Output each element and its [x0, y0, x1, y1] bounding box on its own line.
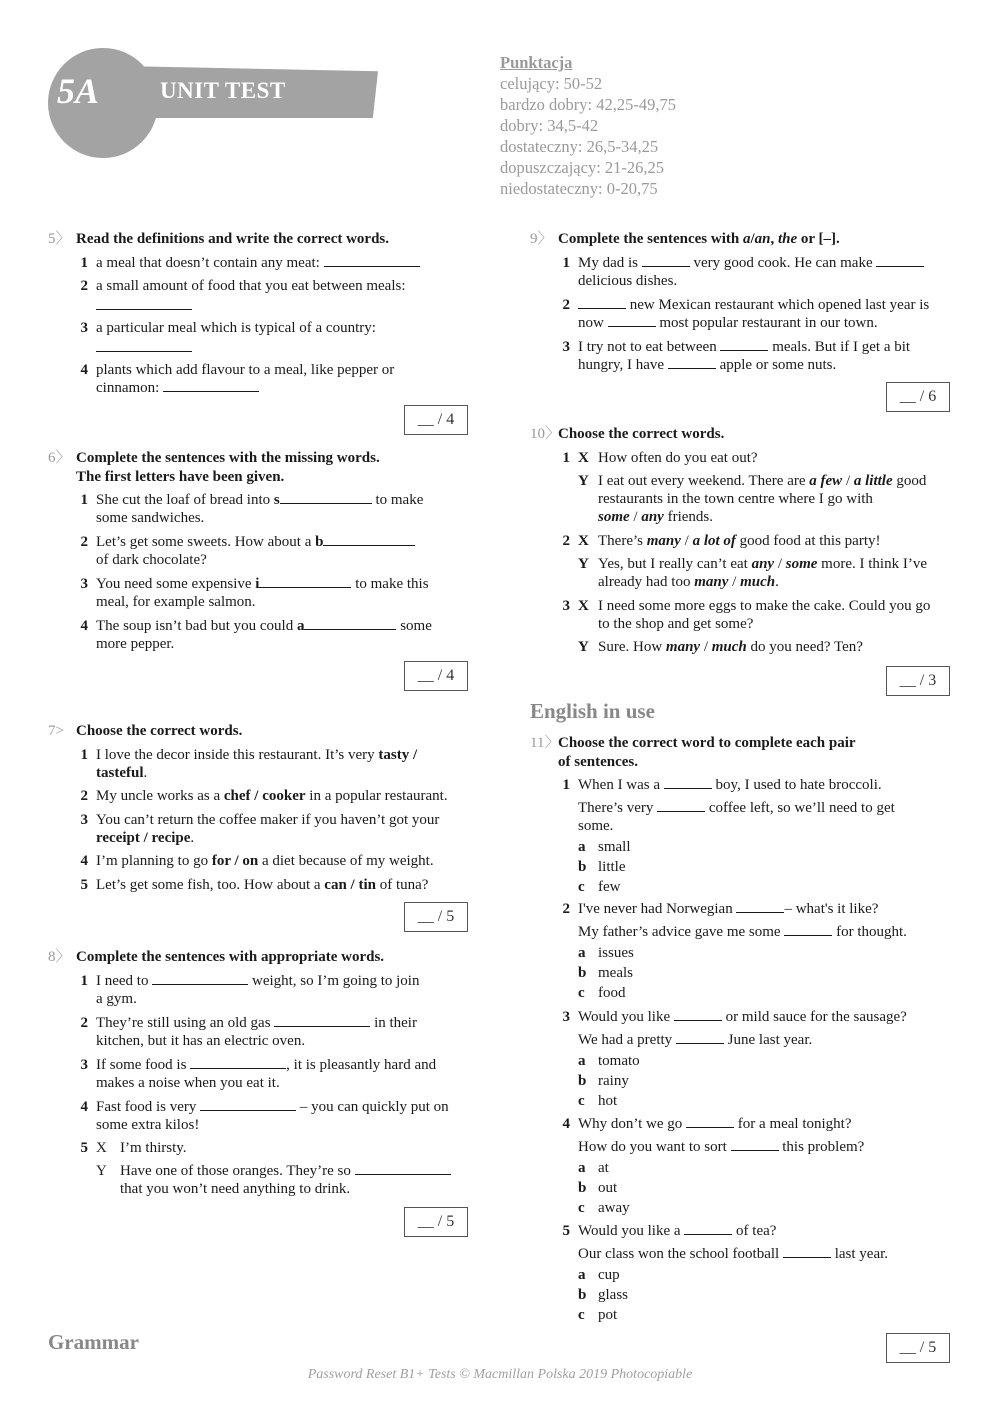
- answer-blank[interactable]: [664, 776, 712, 789]
- score-box: __ / 3: [886, 666, 950, 696]
- exercise-11: 11〉 Choose the correct word to complete each pair of sentences. 1 When I was a boy, I used to hate broccoli. There’s very coffee left, so we’ll need to get some. a small b little c few 2 I've never had Norwegian – what's it like? My father’s advice gave me some for thought. a issues b meals c food 3 Would you like or mild sauce for the sausage? We had a pretty June last year. a tomato b rainy c hot 4 Why don’t we go for a meal tonight? How do you want to sort this problem? a at b out c away 5 Would you like a of tea? Our class won the school football last year. a cup b glass c pot: [530, 734, 960, 1334]
- exercise-9: 9〉 Complete the sentences with a/an, the or [–]. 1 My dad is very good cook. He can make delicious dishes. 2 new Mexican restaurant which opened last year is now most popular restaurant in our town. 3 I try not to eat between meals. But if I get a bit hungry, I have apple or some nuts.: [530, 230, 960, 380]
- answer-option[interactable]: a issues: [578, 945, 634, 961]
- choice-option[interactable]: a lot of: [692, 533, 736, 549]
- answer-blank[interactable]: [720, 338, 768, 351]
- exercise-10: 10〉 Choose the correct words. 1 X How often do you eat out? Y I eat out every weekend. There are a few / a little good restaurants in the town centre where I go with some / any friends. 2 X There’s many / a lot of good food at this party! Y Yes, but I really can’t eat any / some more. I think I’ve already had too many / much. 3 X I need some more eggs to make the cake. Could you go to the shop and get some? Y Sure. How many / much do you need? Ten?: [530, 425, 960, 665]
- answer-option[interactable]: a small: [578, 839, 631, 855]
- exercise-item: 5 Would you like a of tea?: [562, 1223, 777, 1239]
- answer-blank[interactable]: [280, 491, 372, 504]
- choice-option[interactable]: chef / cooker: [223, 788, 306, 804]
- exercise-item: 4 plants which add flavour to a meal, like pepper or: [80, 362, 395, 378]
- scoring-line: dostateczny: 26,5-34,25: [500, 137, 659, 156]
- exercise-item: 1 a meal that doesn’t contain any meat:: [48, 254, 478, 272]
- exercise-item: 3 I try not to eat between meals. But if I get a bit: [562, 339, 911, 355]
- answer-blank[interactable]: [686, 1115, 734, 1128]
- answer-blank[interactable]: [324, 254, 420, 267]
- choice-option[interactable]: much: [740, 574, 776, 590]
- exercise-item: 5 X I’m thirsty.: [80, 1140, 187, 1156]
- answer-blank[interactable]: [274, 1014, 370, 1027]
- scoring-line: celujący: 50-52: [500, 74, 603, 93]
- score-box: __ / 4: [404, 661, 468, 691]
- answer-blank[interactable]: [731, 1138, 779, 1151]
- choice-option[interactable]: a little: [853, 473, 893, 489]
- score-box: __ / 5: [404, 902, 468, 932]
- answer-blank[interactable]: [96, 297, 192, 310]
- score-box: __ / 6: [886, 382, 950, 412]
- choice-option[interactable]: can / tin: [324, 877, 376, 893]
- answer-blank[interactable]: [304, 617, 396, 630]
- choice-option[interactable]: much: [711, 639, 747, 655]
- exercise-item: 2 Let’s get some sweets. How about a b: [48, 533, 478, 551]
- choice-option[interactable]: any: [751, 556, 775, 572]
- answer-blank[interactable]: [259, 575, 351, 588]
- answer-blank[interactable]: [676, 1031, 724, 1044]
- unit-title: UNIT TEST: [160, 78, 286, 103]
- exercise-item: 3 You can’t return the coffee maker if you haven’t got your: [80, 812, 440, 828]
- exercise-item: 3 If some food is , it is pleasantly hard and: [80, 1057, 437, 1073]
- exercise-item: 1 When I was a boy, I used to hate broccoli.: [562, 777, 882, 793]
- choice-option[interactable]: some: [785, 556, 818, 572]
- choice-option[interactable]: many: [646, 533, 681, 549]
- answer-blank[interactable]: [784, 923, 832, 936]
- choice-option[interactable]: tasteful: [96, 765, 144, 781]
- exercise-instruction: Read the definitions and write the correct words.: [76, 231, 390, 247]
- score-box: __ / 4: [404, 405, 468, 435]
- choice-option[interactable]: a few: [809, 473, 843, 489]
- page-footer: Password Reset B1+ Tests © Macmillan Polska 2019 Photocopiable: [307, 1367, 693, 1382]
- exercise-item: 2 My uncle works as a chef / cooker in a popular restaurant.: [80, 788, 448, 804]
- exercise-item: 2 a small amount of food that you eat between meals:: [80, 278, 406, 294]
- exercise-item: 3 a particular meal which is typical of a country:: [80, 320, 376, 336]
- scoring-box: [500, 52, 676, 199]
- choice-option[interactable]: many: [665, 639, 701, 655]
- exercise-number: 5〉: [48, 231, 71, 247]
- answer-blank[interactable]: [163, 379, 259, 392]
- scoring-title: Punktacja: [500, 53, 573, 72]
- answer-option[interactable]: a tomato: [578, 1053, 640, 1069]
- score-box: __ / 5: [886, 1333, 950, 1363]
- answer-option[interactable]: c hot: [578, 1093, 618, 1109]
- exercise-item: 4 The soup isn’t bad but you could a some: [80, 618, 432, 634]
- answer-blank[interactable]: [783, 1245, 831, 1258]
- answer-blank[interactable]: [190, 1056, 286, 1069]
- unit-code: 5A: [57, 71, 100, 111]
- exercise-item: 2 I've never had Norwegian – what's it like?: [562, 901, 879, 917]
- exercise-5: 5〉 Read the definitions and write the correct words. 1 a meal that doesn’t contain any meat: 2 a small amount of food that you eat between meals: 3 a particular meal which is typical of a country: 4 plants which add flavour to a meal, like pepper or cinnamon:: [48, 230, 478, 430]
- answer-option[interactable]: a at: [578, 1160, 609, 1176]
- answer-option[interactable]: c away: [578, 1200, 630, 1216]
- section-title-grammar: Grammar: [48, 1330, 139, 1354]
- answer-blank[interactable]: [323, 533, 415, 546]
- score-box: __ / 5: [404, 1207, 468, 1237]
- answer-option[interactable]: a cup: [578, 1267, 620, 1283]
- exercise-item: 3 You need some expensive i to make this: [80, 576, 429, 592]
- section-title-english-in-use: English in use: [530, 699, 655, 723]
- answer-option[interactable]: b glass: [578, 1287, 628, 1303]
- scoring-line: dobry: 34,5-42: [500, 116, 599, 135]
- exercise-item: 4 Why don’t we go for a meal tonight?: [562, 1116, 852, 1132]
- exercise-item: 1 X How often do you eat out?: [562, 450, 758, 466]
- exercise-7: 7> Choose the correct words. 1 I love the decor inside this restaurant. It’s very tasty / tasteful. 2 My uncle works as a chef / cooker in a popular restaurant. 3 You can’t return the coffee maker if you haven’t got your receipt / recipe. 4 I’m planning to go for / on a diet because of my weight. 5 Let’s get some fish, too. How about a can / tin of tuna?: [48, 722, 478, 902]
- answer-blank[interactable]: [200, 1098, 296, 1111]
- choice-option[interactable]: receipt / recipe: [96, 830, 191, 846]
- scoring-line: bardzo dobry: 42,25-49,75: [500, 95, 676, 114]
- answer-option[interactable]: c pot: [578, 1307, 618, 1323]
- scoring-line: niedostateczny: 0-20,75: [500, 179, 658, 198]
- exercise-item: 3 Would you like or mild sauce for the sausage?: [562, 1009, 907, 1025]
- exercise-item: 2 X There’s many / a lot of good food at this party!: [562, 533, 881, 549]
- answer-blank[interactable]: [355, 1162, 451, 1175]
- answer-blank[interactable]: [668, 356, 716, 369]
- exercise-item: 2 They’re still using an old gas in their: [80, 1015, 417, 1031]
- answer-blank[interactable]: [608, 314, 656, 327]
- answer-blank[interactable]: [96, 339, 192, 352]
- answer-option[interactable]: b out: [578, 1180, 618, 1196]
- answer-option[interactable]: c few: [578, 879, 621, 895]
- answer-blank[interactable]: [642, 254, 690, 267]
- exercise-item: 1 I love the decor inside this restaurant. It’s very tasty /: [80, 747, 418, 763]
- exercise-8: 8〉 Complete the sentences with appropriate words. 1 I need to weight, so I’m going to join a gym. 2 They’re still using an old gas in their kitchen, but it has an electric oven. 3 If some food is , it is pleasantly hard and makes a noise when you eat it. 4 Fast food is very – you can quickly put on some extra kilos! 5 X I’m thirsty. Y Have one of those oranges. They’re so that you won’t need anything to drink.: [48, 948, 478, 1198]
- exercise-item: 1 My dad is very good cook. He can make: [530, 254, 960, 272]
- answer-blank[interactable]: [152, 972, 248, 985]
- scoring-line: dopuszczający: 21-26,25: [500, 158, 665, 177]
- answer-option[interactable]: b rainy: [578, 1073, 629, 1089]
- answer-option[interactable]: c food: [578, 985, 626, 1001]
- exercise-item: 1 She cut the loaf of bread into s to make: [80, 492, 424, 508]
- exercise-item: 4 Fast food is very – you can quickly put on: [80, 1099, 449, 1115]
- answer-blank[interactable]: [684, 1222, 732, 1235]
- answer-blank[interactable]: [674, 1008, 722, 1021]
- exercise-item: 1 I need to weight, so I’m going to join: [80, 973, 420, 989]
- exercise-item: 4 I’m planning to go for / on a diet because of my weight.: [80, 853, 434, 869]
- choice-option[interactable]: some: [598, 509, 630, 525]
- answer-blank[interactable]: [578, 296, 626, 309]
- exercise-item: 3 X I need some more eggs to make the cake. Could you go: [562, 598, 931, 614]
- answer-blank[interactable]: [736, 900, 784, 913]
- exercise-6: 6〉 Complete the sentences with the missing words. The first letters have been given. 1 She cut the loaf of bread into s to make some sandwiches. 2 Let’s get some sweets. How about a b of dark chocolate? 3 You need some expensive i to make this meal, for example salmon. 4 The soup isn’t bad but you could a some more pepper.: [48, 449, 478, 659]
- exercise-item: 5 Let’s get some fish, too. How about a can / tin of tuna?: [80, 877, 429, 893]
- choice-option[interactable]: any: [641, 509, 664, 525]
- answer-blank[interactable]: [876, 254, 924, 267]
- choice-option[interactable]: many: [694, 574, 729, 590]
- choice-option[interactable]: for / on: [211, 853, 259, 869]
- answer-blank[interactable]: [657, 799, 705, 812]
- answer-option[interactable]: b little: [578, 859, 626, 875]
- exercise-item: 2 new Mexican restaurant which opened last year is: [562, 297, 930, 313]
- answer-option[interactable]: b meals: [578, 965, 633, 981]
- choice-option[interactable]: tasty /: [378, 747, 418, 763]
